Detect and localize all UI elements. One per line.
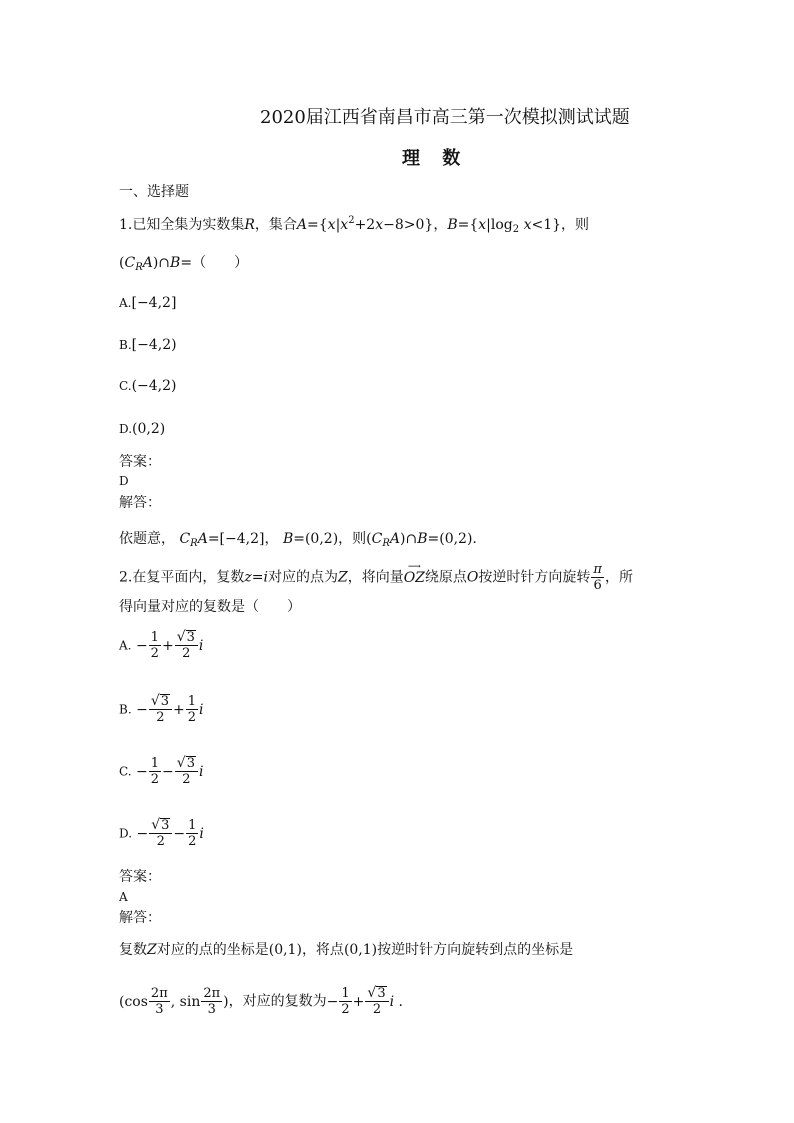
option-value: [−4,2] xyxy=(131,295,177,311)
question-number: 2. xyxy=(119,569,133,586)
vector-oz: ⟶ OZ xyxy=(403,561,425,586)
math-var: Z xyxy=(147,942,157,958)
option-value: [−4,2) xyxy=(131,337,177,353)
solution-text: 则 xyxy=(352,531,367,547)
option-label: C. xyxy=(119,764,132,779)
question-1-solution: 依题意， $C_RA=[-4,2]$， B=(0,2)，则$(C_RA)\cap B=(0,2)$. xyxy=(119,531,477,549)
question-text: ，集合 xyxy=(254,217,297,233)
math-var: O xyxy=(466,569,479,586)
solution-text: ，对应的复数为 xyxy=(228,993,327,1010)
option-label: C. xyxy=(119,379,132,393)
question-text: ，则 xyxy=(561,217,590,233)
solution-text: 对应的点的坐标是 xyxy=(156,942,269,958)
question-text: 在复平面内，复数 xyxy=(132,569,245,586)
solution-formula: B=(0,2) xyxy=(282,531,339,547)
solution-label: 解答： xyxy=(119,910,161,926)
question-text: 按逆时针方向旋转 xyxy=(478,569,591,586)
option-label: B. xyxy=(119,702,132,717)
option-label: A. xyxy=(119,638,132,653)
question-number: 1. xyxy=(119,217,133,233)
point-coordinate: (0,1) xyxy=(268,942,302,958)
option-a[interactable] xyxy=(119,630,203,661)
option-a[interactable] xyxy=(119,293,176,313)
option-b[interactable] xyxy=(119,335,177,355)
point-coordinate: (0,1) xyxy=(343,942,378,958)
option-value: − √ 3 2 + $\frac{1}{2}$ i xyxy=(136,693,204,725)
set-b-formula: $B=\{x|\log_2$ x<1} xyxy=(447,217,562,235)
option-value: (0,2) xyxy=(132,421,166,437)
option-c[interactable] xyxy=(119,376,177,396)
option-d[interactable] xyxy=(119,419,165,439)
document-title: 2020届江西省南昌市高三第一次模拟测试试题 xyxy=(260,107,630,128)
option-label: D. xyxy=(119,826,133,841)
solution-text: 复数 xyxy=(119,942,147,958)
answer-label: 答案： xyxy=(119,869,161,885)
question-text: 绕原点 xyxy=(424,569,467,586)
section-heading: 一、选择题 xyxy=(119,184,189,200)
option-label: B. xyxy=(119,338,132,352)
solution-label: 解答： xyxy=(119,495,161,511)
solution-text: ，将点 xyxy=(301,942,344,958)
fraction-pi-over-6: $\frac{\pi}{6}$ xyxy=(593,562,602,593)
option-label: A. xyxy=(119,296,132,310)
solution-formula: $C_RA=[-4,2]$ xyxy=(179,531,265,549)
set-a-formula: $A=\{x|x^2+2x-8>0\}$ xyxy=(296,215,434,233)
question-text: 对应的点为 xyxy=(267,569,338,586)
option-d[interactable] xyxy=(119,818,204,849)
option-label: D. xyxy=(119,422,133,436)
option-value: (−4,2) xyxy=(131,378,177,394)
solution-text: 依题意， xyxy=(119,531,175,547)
document-subtitle: 理 数 xyxy=(402,148,469,169)
answer-value: A xyxy=(119,890,128,904)
option-value: − $\frac{1}{2}$ − √ 3 2 i xyxy=(136,755,204,787)
option-value: − $\frac{1}{2}$ + √ 3 2 i xyxy=(135,629,204,661)
question-2-solution-line2 xyxy=(119,986,403,1017)
question-2-solution-line1 xyxy=(119,940,573,960)
math-expression: z=i xyxy=(244,569,268,586)
math-var: R xyxy=(244,217,255,233)
answer-label: 答案： xyxy=(119,454,161,470)
answer-value: D xyxy=(119,474,129,488)
option-b[interactable] xyxy=(119,694,204,725)
question-1-expression: $(C_RA)\cap B=$（ ） xyxy=(119,255,249,273)
option-value: − √ 3 2 − $\frac{1}{2}$ i xyxy=(136,817,204,849)
solution-formula: (cos $\frac{2\pi}{3}$ , sin $\frac{2\pi}{3}$ ) xyxy=(119,986,229,1017)
solution-formula: $(C_RA)\cap B=(0,2)$. xyxy=(366,531,477,549)
solution-text: 按逆时针方向旋转到点的坐标是 xyxy=(377,942,574,958)
option-c[interactable] xyxy=(119,756,203,787)
question-text: ，将向量 xyxy=(347,569,404,586)
question-2-stem-line2: 得向量对应的复数是（ ） xyxy=(119,599,301,615)
math-var: Z xyxy=(337,569,348,586)
separator: ， xyxy=(433,217,448,233)
question-text: 已知全集为实数集 xyxy=(132,217,245,233)
question-2-stem xyxy=(119,562,633,593)
question-1-stem xyxy=(119,211,589,240)
solution-result: − $\frac{1}{2}$ + √ 3 2 i . xyxy=(326,985,403,1017)
question-text: ，所 xyxy=(604,569,633,586)
